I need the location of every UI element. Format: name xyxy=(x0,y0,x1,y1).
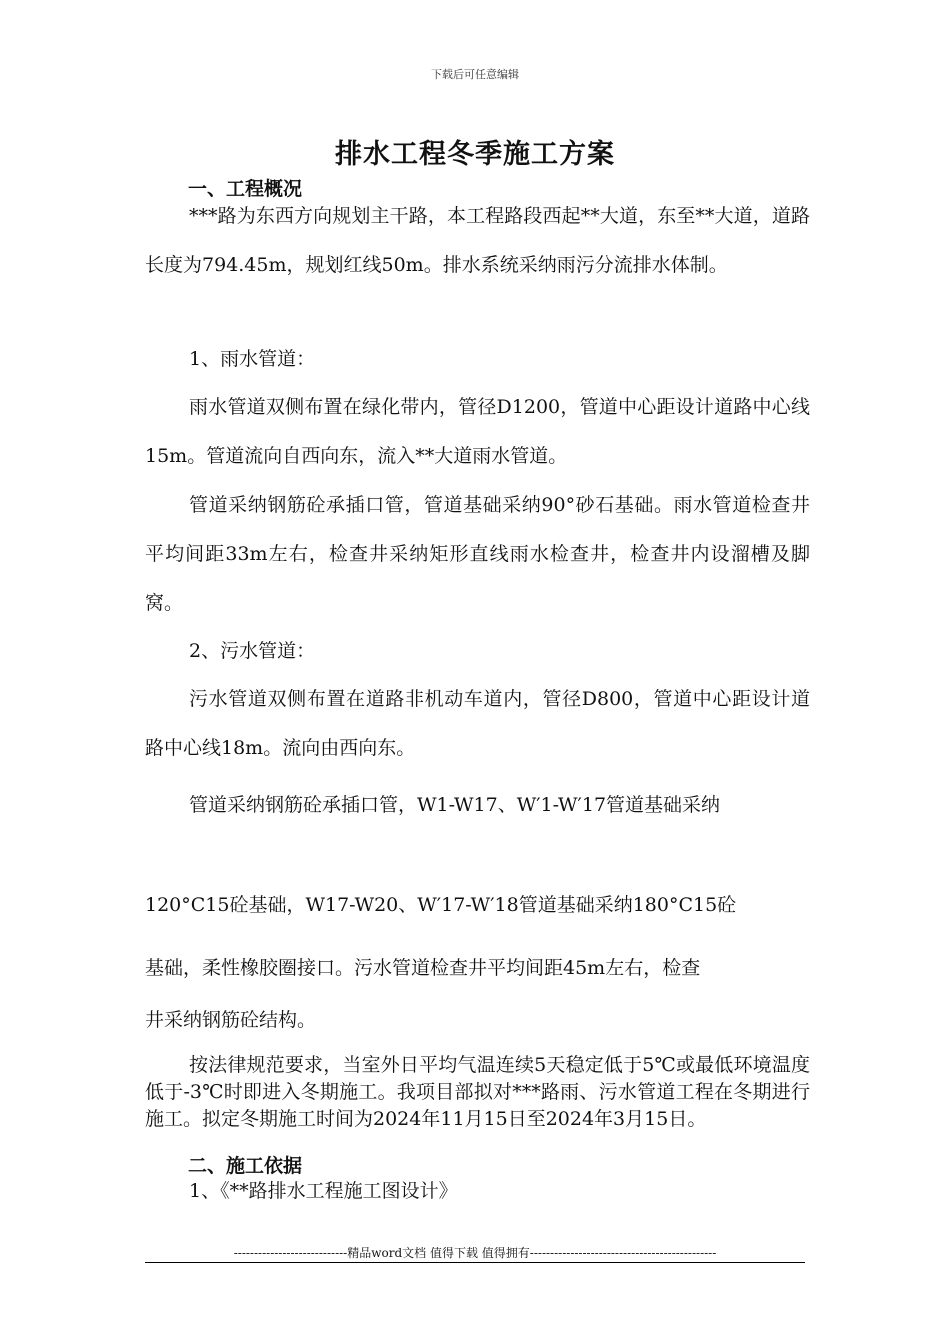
rain-pipe-heading: 1、雨水管道： xyxy=(189,348,316,370)
sewage-pipe-line-1: 管道采纳钢筋砼承插口管，W1-W17、W′1-W′17管道基础采纳 xyxy=(189,794,721,816)
footer-rule xyxy=(145,1262,805,1263)
sewage-pipe-line-2: 120°C15砼基础，W17-W20、W′17-W′18管道基础采纳180°C15砼 xyxy=(145,894,737,916)
section-heading-basis: 二、施工依据 xyxy=(188,1155,303,1177)
document-title: 排水工程冬季施工方案 xyxy=(335,139,615,170)
basis-item-1: 1、《**路排水工程施工图设计》 xyxy=(189,1180,458,1202)
winter-construction-paragraph: 按法律规范要求，当室外日平均气温连续5天稳定低于5℃或最低环境温度低于-3℃时即进入冬期施工。我项目部拟对***路雨、污水管道工程在冬期进行施工。拟定冬期施工时间为2024年11月15日至2024年3月15日。 xyxy=(145,1054,810,1130)
sewage-pipe-line-4: 井采纳钢筋砼结构。 xyxy=(145,1009,317,1031)
rain-pipe-paragraph-2: 管道采纳钢筋砼承插口管，管道基础采纳90°砂石基础。雨水管道检查井平均间距33m左右，检查井采纳矩形直线雨水检查井，检查井内设溜槽及脚窝。 xyxy=(145,494,810,614)
sewage-pipe-heading: 2、污水管道： xyxy=(189,640,316,662)
page-footer-text: ----------------------------精品word文档 值得下载 值得拥有---------------------------------------------- xyxy=(233,1246,717,1260)
sewage-pipe-line-3: 基础，柔性橡胶圈接口。污水管道检查井平均间距45m左右，检查 xyxy=(145,957,701,979)
overview-paragraph: ***路为东西方向规划主干路，本工程路段西起**大道，东至**大道，道路长度为794.45m，规划红线50m。排水系统采纳雨污分流排水体制。 xyxy=(145,205,810,276)
rain-pipe-paragraph-1: 雨水管道双侧布置在绿化带内，管径D1200，管道中心距设计道路中心线15m。管道流向自西向东，流入**大道雨水管道。 xyxy=(145,396,810,467)
section-heading-overview: 一、工程概况 xyxy=(188,178,303,200)
sewage-pipe-paragraph-1: 污水管道双侧布置在道路非机动车道内，管径D800，管道中心距设计道路中心线18m。流向由西向东。 xyxy=(145,688,810,759)
page-header-note: 下载后可任意编辑 xyxy=(431,68,519,81)
